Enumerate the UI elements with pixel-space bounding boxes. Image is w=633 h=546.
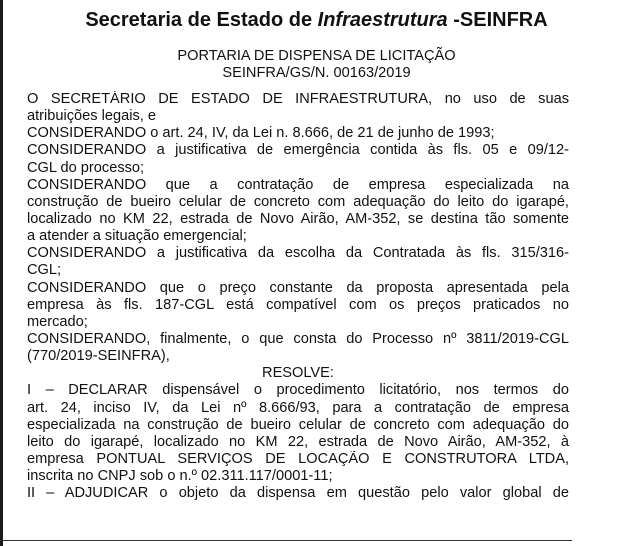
page-title [0,8,633,32]
resolve-heading: RESOLVE: [262,365,334,382]
bottom-divider [0,540,572,541]
portaria-number: SEINFRA/GS/N. 00163/2019 [222,65,411,81]
title-part-c: -SEINFRA [447,9,548,31]
portaria-heading: PORTARIA DE DISPENSA DE LICITAÇÃO [177,48,456,64]
text-line: CGL; [27,262,62,279]
text-line: CONSIDERANDO a justificativa de emergência contida às fls. 05 e 09/12- [27,142,569,159]
text-line: O SECRETÁRIO DE ESTADO DE INFRAESTRUTURA, no uso de suas [27,91,569,107]
text-line: atribuições legais, e [27,108,156,125]
text-line: a atender a situação emergencial; [27,228,247,245]
title-part-a: Secretaria de Estado de [85,9,318,31]
text-line: leito do igarapé, localizado no KM 22, estrada de Novo Airão, AM-352, à [27,433,569,450]
text-line: I – DECLARAR dispensável o procedimento licitatório, nos termos do [27,382,569,399]
text-line: empresa PONTUAL SERVIÇOS DE LOCAÇÃO E CONSTRUTORA LTDA, [27,450,569,467]
text-line: CONSIDERANDO o art. 24, IV, da Lei n. 8.666, de 21 de junho de 1993; [27,125,495,142]
document-body [27,91,569,502]
title-part-italic: Infraestrutura [317,9,448,31]
text-line: II – ADJUDICAR o objeto da dispensa em questão pelo valor global de [27,485,569,502]
text-line: especializada na construção de bueiro celular de concreto com adequação do [27,416,569,433]
text-line: construção de bueiro celular de concreto com adequação do leito do igarapé, [27,193,569,210]
text-line: localizado no KM 22, estrada de Novo Airão, AM-352, se destina tão somente [27,210,569,227]
text-line: mercado; [27,313,88,330]
text-line: CONSIDERANDO, finalmente, o que consta do Processo nº 3811/2019-CGL [27,330,569,347]
text-line: CGL do processo; [27,159,145,176]
text-line: CONSIDERANDO que o preço constante da proposta apresentada pela [27,279,569,296]
text-line: empresa às fls. 187-CGL está compatível com os preços praticados no [27,296,569,313]
text-line: art. 24, inciso IV, da Lei nº 8.666/93, para a contratação de empresa [27,399,569,416]
text-line: CONSIDERANDO que a contratação de empresa especializada na [27,176,569,193]
text-line: CONSIDERANDO a justificativa da escolha da Contratada às fls. 315/316- [27,245,569,262]
text-line: (770/2019-SEINFRA), [27,348,170,365]
text-line: inscrita no CNPJ sob o n.º 02.311.117/0001-11; [27,468,333,485]
